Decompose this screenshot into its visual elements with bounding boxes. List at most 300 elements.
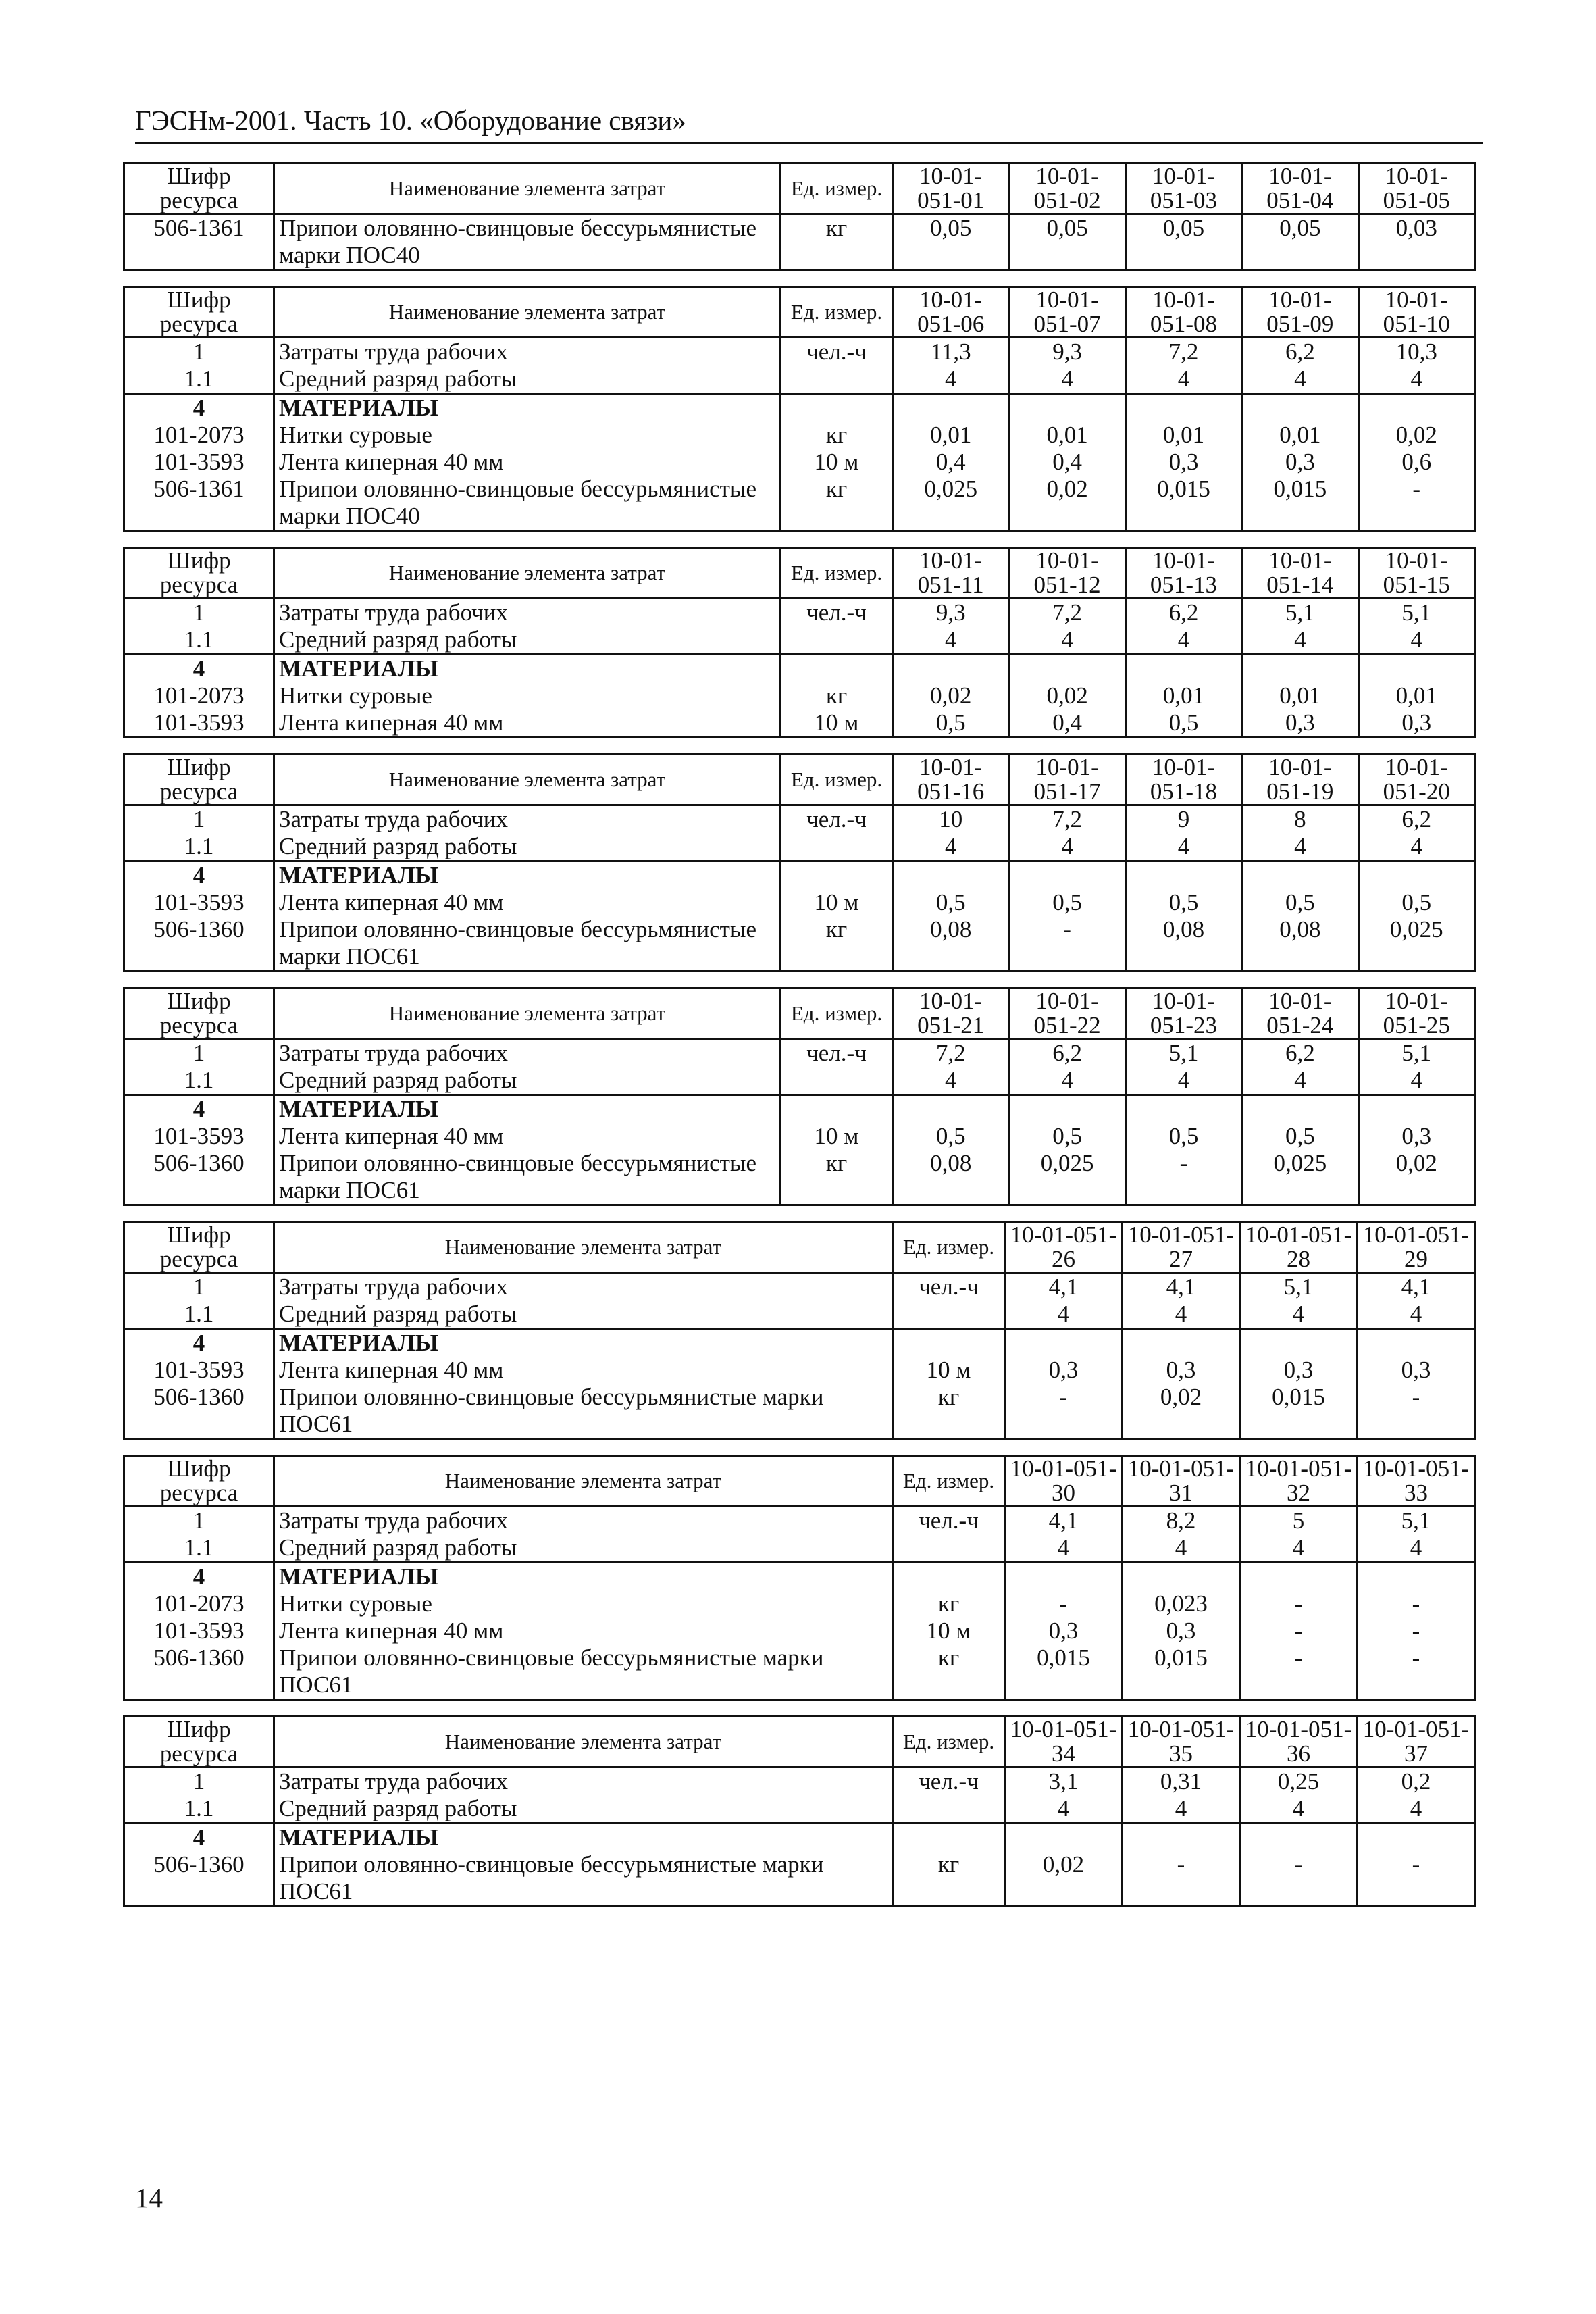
norm-value: 4 xyxy=(1240,1795,1358,1823)
norm-value: 5,1 xyxy=(1358,1039,1474,1067)
table-row xyxy=(124,449,1475,476)
norm-value: 0,5 xyxy=(1242,889,1358,916)
norm-value xyxy=(1009,655,1125,683)
norm-value: 4 xyxy=(1240,1301,1358,1329)
norm-value: 0,5 xyxy=(1125,709,1241,738)
table-row xyxy=(124,1563,1475,1591)
table-row xyxy=(124,1767,1475,1796)
resource-unit xyxy=(781,1095,893,1124)
resource-code: 1 xyxy=(124,338,274,366)
norm-value: 0,5 xyxy=(1009,1123,1125,1150)
header-name: Наименование элемента затрат xyxy=(274,988,781,1039)
table-row xyxy=(124,861,1475,890)
resource-code: 506-1360 xyxy=(124,1851,274,1907)
norm-value: 4 xyxy=(1240,1534,1358,1563)
resource-unit: кг xyxy=(781,1150,893,1205)
resource-code: 101-3593 xyxy=(124,889,274,916)
resource-name: Нитки суровые xyxy=(274,1590,893,1617)
norm-value: 0,08 xyxy=(893,1150,1009,1205)
header-name: Наименование элемента затрат xyxy=(274,287,781,338)
table-row xyxy=(124,682,1475,709)
table-row xyxy=(124,1507,1475,1535)
norm-value: 0,05 xyxy=(1125,214,1241,270)
resource-code: 1 xyxy=(124,1507,274,1535)
norm-value: 4 xyxy=(1009,1067,1125,1095)
norm-value: 0,08 xyxy=(1242,916,1358,972)
resource-unit xyxy=(893,1534,1005,1563)
norm-value: 0,3 xyxy=(1358,1123,1474,1150)
norm-value: 10 xyxy=(893,805,1009,834)
header-norm-code: 10-01-051-34 xyxy=(1005,1717,1123,1767)
norm-value xyxy=(1005,1823,1123,1852)
header-norm-code: 10-01-051-31 xyxy=(1123,1456,1240,1507)
table-row xyxy=(124,889,1475,916)
resource-code: 101-3593 xyxy=(124,709,274,738)
resource-name: МАТЕРИАЛЫ xyxy=(274,1329,893,1357)
resource-code: 1 xyxy=(124,1273,274,1301)
norm-value: 0,6 xyxy=(1358,449,1474,476)
resource-unit: кг xyxy=(781,422,893,449)
norm-value: 4 xyxy=(1123,1795,1240,1823)
header-unit: Ед. измер. xyxy=(893,1456,1005,1507)
table-row xyxy=(124,1644,1475,1700)
resource-name: Затраты труда рабочих xyxy=(274,338,781,366)
norm-value: 0,01 xyxy=(1125,422,1241,449)
table-header-row xyxy=(124,1717,1475,1767)
resource-unit xyxy=(781,655,893,683)
norm-value: 4,1 xyxy=(1005,1273,1123,1301)
table-row xyxy=(124,394,1475,422)
resource-name: Средний разряд работы xyxy=(274,626,781,655)
resource-name: Лента киперная 40 мм xyxy=(274,889,781,916)
norm-value: 4 xyxy=(1242,626,1358,655)
resource-code: 1 xyxy=(124,1039,274,1067)
resource-name: Лента киперная 40 мм xyxy=(274,1617,893,1644)
resource-code: 101-3593 xyxy=(124,1617,274,1644)
norm-value: 5,1 xyxy=(1358,599,1474,627)
resource-name: Припои оловянно-свинцовые бессурьмянистые марки ПОС61 xyxy=(274,1644,893,1700)
header-norm-code: 10-01-051-03 xyxy=(1125,164,1241,214)
resource-name: Средний разряд работы xyxy=(274,366,781,394)
norm-value: 4,1 xyxy=(1123,1273,1240,1301)
table-row xyxy=(124,599,1475,627)
norm-value: 0,3 xyxy=(1242,709,1358,738)
norm-value: 5,1 xyxy=(1358,1507,1475,1535)
resource-name: Лента киперная 40 мм xyxy=(274,1357,893,1384)
resource-name: Припои оловянно-свинцовые бессурьмянистые марки ПОС40 xyxy=(274,476,781,531)
norm-value: 0,015 xyxy=(1242,476,1358,531)
norm-value: 0,02 xyxy=(1123,1384,1240,1439)
table-row xyxy=(124,476,1475,531)
norm-value: 5 xyxy=(1240,1507,1358,1535)
resource-unit: 10 м xyxy=(893,1617,1005,1644)
resource-unit: кг xyxy=(781,214,893,270)
header-norm-code: 10-01-051-13 xyxy=(1125,548,1241,599)
norm-value: 5,1 xyxy=(1240,1273,1358,1301)
norm-table xyxy=(123,162,1476,271)
resource-unit xyxy=(893,1795,1005,1823)
norm-value: 0,025 xyxy=(1242,1150,1358,1205)
header-norm-code: 10-01-051-07 xyxy=(1009,287,1125,338)
header-norm-code: 10-01-051-29 xyxy=(1358,1222,1475,1273)
resource-name: Затраты труда рабочих xyxy=(274,1767,893,1796)
norm-value: 4 xyxy=(1358,626,1474,655)
resource-unit: 10 м xyxy=(893,1357,1005,1384)
norm-value xyxy=(1125,394,1241,422)
header-norm-code: 10-01-051-25 xyxy=(1358,988,1474,1039)
norm-value: - xyxy=(1009,916,1125,972)
resource-code: 4 xyxy=(124,394,274,422)
norm-value: 0,02 xyxy=(1005,1851,1123,1907)
header-norm-code: 10-01-051-10 xyxy=(1358,287,1474,338)
resource-code: 4 xyxy=(124,1095,274,1124)
header-norm-code: 10-01-051-30 xyxy=(1005,1456,1123,1507)
resource-name: Затраты труда рабочих xyxy=(274,1507,893,1535)
norm-value xyxy=(1125,655,1241,683)
header-norm-code: 10-01-051-11 xyxy=(893,548,1009,599)
norm-value: - xyxy=(1005,1590,1123,1617)
resource-code: 4 xyxy=(124,861,274,890)
resource-code: 1.1 xyxy=(124,366,274,394)
norm-value xyxy=(1358,861,1474,890)
norm-value: 0,3 xyxy=(1242,449,1358,476)
resource-unit xyxy=(893,1823,1005,1852)
header-name: Наименование элемента затрат xyxy=(274,755,781,805)
resource-code: 1.1 xyxy=(124,1301,274,1329)
norm-value: 0,3 xyxy=(1123,1357,1240,1384)
header-name: Наименование элемента затрат xyxy=(274,1222,893,1273)
norm-value: 0,01 xyxy=(1125,682,1241,709)
header-norm-code: 10-01-051-32 xyxy=(1240,1456,1358,1507)
norm-value: - xyxy=(1358,1851,1475,1907)
resource-unit: 10 м xyxy=(781,1123,893,1150)
norm-value: 4 xyxy=(893,366,1009,394)
norm-value: 4 xyxy=(1009,366,1125,394)
resource-unit xyxy=(781,833,893,861)
table-row xyxy=(124,833,1475,861)
header-norm-code: 10-01-051-05 xyxy=(1358,164,1474,214)
norm-value: 4 xyxy=(1358,1301,1475,1329)
resource-code: 1 xyxy=(124,1767,274,1796)
resource-unit xyxy=(781,626,893,655)
norm-value xyxy=(893,394,1009,422)
norm-value: - xyxy=(1125,1150,1241,1205)
norm-value: 0,3 xyxy=(1005,1617,1123,1644)
norm-value: 6,2 xyxy=(1242,1039,1358,1067)
norm-value: 0,02 xyxy=(1009,682,1125,709)
norm-value: 9,3 xyxy=(893,599,1009,627)
norm-value xyxy=(1123,1329,1240,1357)
norm-value: 4 xyxy=(1242,833,1358,861)
norm-value: 0,023 xyxy=(1123,1590,1240,1617)
norm-value: 7,2 xyxy=(1125,338,1241,366)
resource-unit xyxy=(893,1301,1005,1329)
norm-value: 0,05 xyxy=(1009,214,1125,270)
norm-value: 5,1 xyxy=(1242,599,1358,627)
resource-name: Припои оловянно-свинцовые бессурьмянистые марки ПОС61 xyxy=(274,1150,781,1205)
norm-value: 0,5 xyxy=(893,709,1009,738)
norms-tables xyxy=(123,162,1474,1922)
resource-name: Затраты труда рабочих xyxy=(274,599,781,627)
table-row xyxy=(124,214,1475,270)
norm-value xyxy=(1242,655,1358,683)
resource-unit xyxy=(781,861,893,890)
norm-value: 0,3 xyxy=(1123,1617,1240,1644)
table-header-row xyxy=(124,164,1475,214)
table-row xyxy=(124,1823,1475,1852)
header-norm-code: 10-01-051-01 xyxy=(893,164,1009,214)
norm-value xyxy=(1009,1095,1125,1124)
resource-unit: чел.-ч xyxy=(893,1507,1005,1535)
norm-value: - xyxy=(1240,1851,1358,1907)
norm-value: 6,2 xyxy=(1125,599,1241,627)
norm-value: 7,2 xyxy=(893,1039,1009,1067)
norm-value xyxy=(1125,861,1241,890)
norm-value: 0,08 xyxy=(893,916,1009,972)
norm-value: 0,25 xyxy=(1240,1767,1358,1796)
norm-value: - xyxy=(1240,1617,1358,1644)
header-norm-code: 10-01-051-18 xyxy=(1125,755,1241,805)
header-norm-code: 10-01-051-04 xyxy=(1242,164,1358,214)
resource-code: 1 xyxy=(124,599,274,627)
resource-unit: кг xyxy=(893,1384,1005,1439)
header-unit: Ед. измер. xyxy=(893,1717,1005,1767)
resource-unit: кг xyxy=(893,1590,1005,1617)
resource-name: Затраты труда рабочих xyxy=(274,805,781,834)
table-row xyxy=(124,1301,1475,1329)
resource-name: Нитки суровые xyxy=(274,422,781,449)
resource-code: 101-2073 xyxy=(124,1590,274,1617)
norm-value: 0,025 xyxy=(1009,1150,1125,1205)
header-norm-code: 10-01-051-36 xyxy=(1240,1717,1358,1767)
norm-value: 0,015 xyxy=(1240,1384,1358,1439)
norm-value: 0,5 xyxy=(1358,889,1474,916)
norm-value: 0,31 xyxy=(1123,1767,1240,1796)
table-row xyxy=(124,805,1475,834)
resource-unit: 10 м xyxy=(781,449,893,476)
norm-value: 4 xyxy=(1005,1301,1123,1329)
header-code: Шифр ресурса xyxy=(124,755,274,805)
norm-value: 0,4 xyxy=(1009,449,1125,476)
norm-value xyxy=(1242,861,1358,890)
norm-value: 4 xyxy=(1358,366,1474,394)
norm-value: 0,015 xyxy=(1005,1644,1123,1700)
header-norm-code: 10-01-051-06 xyxy=(893,287,1009,338)
resource-unit: 10 м xyxy=(781,889,893,916)
norm-value: 4 xyxy=(893,1067,1009,1095)
norm-value: 0,01 xyxy=(1242,422,1358,449)
header-norm-code: 10-01-051-17 xyxy=(1009,755,1125,805)
resource-code: 1.1 xyxy=(124,1067,274,1095)
norm-value: 0,5 xyxy=(1125,1123,1241,1150)
norm-value: 0,3 xyxy=(1005,1357,1123,1384)
resource-unit: чел.-ч xyxy=(893,1767,1005,1796)
resource-name: Средний разряд работы xyxy=(274,833,781,861)
norm-value: 4 xyxy=(1009,626,1125,655)
norm-value: 4 xyxy=(893,626,1009,655)
resource-unit: кг xyxy=(781,916,893,972)
header-name: Наименование элемента затрат xyxy=(274,548,781,599)
header-unit: Ед. измер. xyxy=(781,548,893,599)
resource-name: МАТЕРИАЛЫ xyxy=(274,861,781,890)
norm-value: 8 xyxy=(1242,805,1358,834)
table-row xyxy=(124,1357,1475,1384)
norm-value: 4 xyxy=(1242,1067,1358,1095)
page-header: ГЭСНм-2001. Часть 10. «Оборудование связи» xyxy=(135,101,1483,144)
norm-table xyxy=(123,1715,1476,1907)
resource-unit: чел.-ч xyxy=(781,599,893,627)
header-unit: Ед. измер. xyxy=(781,164,893,214)
norm-value xyxy=(1358,1823,1475,1852)
norm-value: 0,025 xyxy=(893,476,1009,531)
norm-value xyxy=(1242,1095,1358,1124)
header-norm-code: 10-01-051-08 xyxy=(1125,287,1241,338)
header-code: Шифр ресурса xyxy=(124,548,274,599)
norm-value: 9,3 xyxy=(1009,338,1125,366)
resource-name: Припои оловянно-свинцовые бессурьмянистые марки ПОС40 xyxy=(274,214,781,270)
resource-name: Затраты труда рабочих xyxy=(274,1273,893,1301)
norm-value: 0,5 xyxy=(1242,1123,1358,1150)
header-norm-code: 10-01-051-28 xyxy=(1240,1222,1358,1273)
norm-value: 0,03 xyxy=(1358,214,1474,270)
resource-code: 506-1360 xyxy=(124,1384,274,1439)
resource-unit: кг xyxy=(893,1851,1005,1907)
resource-code: 506-1360 xyxy=(124,1644,274,1700)
norm-value: - xyxy=(1358,1590,1475,1617)
norm-value: - xyxy=(1358,476,1474,531)
norm-value: 4 xyxy=(1125,366,1241,394)
header-norm-code: 10-01-051-19 xyxy=(1242,755,1358,805)
header-code: Шифр ресурса xyxy=(124,287,274,338)
norm-value: 0,5 xyxy=(1125,889,1241,916)
table-row xyxy=(124,1617,1475,1644)
table-header-row xyxy=(124,548,1475,599)
resource-unit: чел.-ч xyxy=(781,805,893,834)
resource-name: Средний разряд работы xyxy=(274,1067,781,1095)
norm-value: 0,3 xyxy=(1125,449,1241,476)
table-header-row xyxy=(124,1222,1475,1273)
header-norm-code: 10-01-051-35 xyxy=(1123,1717,1240,1767)
norm-value: 9 xyxy=(1125,805,1241,834)
table-row xyxy=(124,1150,1475,1205)
norm-value xyxy=(1358,1095,1474,1124)
norm-table xyxy=(123,753,1476,972)
norm-value: 3,1 xyxy=(1005,1767,1123,1796)
table-row xyxy=(124,916,1475,972)
resource-code: 1 xyxy=(124,805,274,834)
norm-value: 0,4 xyxy=(1009,709,1125,738)
resource-code: 506-1360 xyxy=(124,916,274,972)
norm-value: 4 xyxy=(1125,1067,1241,1095)
resource-code: 101-3593 xyxy=(124,1123,274,1150)
resource-name: Лента киперная 40 мм xyxy=(274,449,781,476)
resource-code: 101-2073 xyxy=(124,682,274,709)
header-norm-code: 10-01-051-09 xyxy=(1242,287,1358,338)
norm-value: 0,02 xyxy=(1009,476,1125,531)
header-code: Шифр ресурса xyxy=(124,988,274,1039)
norm-value: 0,015 xyxy=(1125,476,1241,531)
resource-unit xyxy=(781,1067,893,1095)
norm-value: 4,1 xyxy=(1358,1273,1475,1301)
norm-value: 0,01 xyxy=(1358,682,1474,709)
norm-value xyxy=(1009,394,1125,422)
header-norm-code: 10-01-051-14 xyxy=(1242,548,1358,599)
resource-code: 1.1 xyxy=(124,626,274,655)
norm-value xyxy=(1009,861,1125,890)
resource-code: 4 xyxy=(124,1329,274,1357)
norm-value: - xyxy=(1240,1590,1358,1617)
resource-unit xyxy=(893,1329,1005,1357)
norm-value xyxy=(1240,1823,1358,1852)
norm-value xyxy=(1358,1329,1475,1357)
table-row xyxy=(124,1384,1475,1439)
norm-value: 4 xyxy=(1358,1067,1474,1095)
norm-value: 4 xyxy=(1125,626,1241,655)
norm-value: 0,5 xyxy=(893,889,1009,916)
table-row xyxy=(124,1123,1475,1150)
norm-value xyxy=(893,655,1009,683)
header-norm-code: 10-01-051-37 xyxy=(1358,1717,1475,1767)
norm-value: - xyxy=(1240,1644,1358,1700)
resource-unit: чел.-ч xyxy=(781,338,893,366)
norm-value xyxy=(1358,1563,1475,1591)
header-code: Шифр ресурса xyxy=(124,1222,274,1273)
norm-value: 6,2 xyxy=(1242,338,1358,366)
header-unit: Ед. измер. xyxy=(893,1222,1005,1273)
norm-value xyxy=(1005,1329,1123,1357)
resource-code: 4 xyxy=(124,1823,274,1852)
table-row xyxy=(124,1039,1475,1067)
norm-value: 0,08 xyxy=(1125,916,1241,972)
norm-value: 4 xyxy=(1358,1534,1475,1563)
norm-value: 0,02 xyxy=(1358,422,1474,449)
norm-value: 10,3 xyxy=(1358,338,1474,366)
resource-code: 506-1361 xyxy=(124,214,274,270)
header-name: Наименование элемента затрат xyxy=(274,1717,893,1767)
norm-value: 0,3 xyxy=(1358,1357,1475,1384)
table-header-row xyxy=(124,755,1475,805)
resource-name: МАТЕРИАЛЫ xyxy=(274,655,781,683)
norm-value: 0,3 xyxy=(1358,709,1474,738)
norm-value: 0,3 xyxy=(1240,1357,1358,1384)
norm-value: - xyxy=(1005,1384,1123,1439)
resource-code: 101-2073 xyxy=(124,422,274,449)
norm-value xyxy=(1358,394,1474,422)
norm-value: 4 xyxy=(1005,1795,1123,1823)
norm-value xyxy=(1240,1563,1358,1591)
table-row xyxy=(124,1795,1475,1823)
norm-value: 4 xyxy=(1358,833,1474,861)
header-norm-code: 10-01-051-26 xyxy=(1005,1222,1123,1273)
resource-code: 4 xyxy=(124,655,274,683)
header-norm-code: 10-01-051-12 xyxy=(1009,548,1125,599)
table-row xyxy=(124,1273,1475,1301)
norm-value: 0,02 xyxy=(893,682,1009,709)
header-norm-code: 10-01-051-23 xyxy=(1125,988,1241,1039)
resource-name: Лента киперная 40 мм xyxy=(274,709,781,738)
resource-unit xyxy=(893,1563,1005,1591)
resource-code: 1.1 xyxy=(124,1534,274,1563)
norm-value: 0,02 xyxy=(1358,1150,1474,1205)
norm-table xyxy=(123,1221,1476,1440)
norm-value: - xyxy=(1358,1644,1475,1700)
table-row xyxy=(124,366,1475,394)
header-code: Шифр ресурса xyxy=(124,1717,274,1767)
header-norm-code: 10-01-051-27 xyxy=(1123,1222,1240,1273)
resource-unit: чел.-ч xyxy=(893,1273,1005,1301)
resource-name: МАТЕРИАЛЫ xyxy=(274,1095,781,1124)
resource-name: Припои оловянно-свинцовые бессурьмянистые марки ПОС61 xyxy=(274,916,781,972)
